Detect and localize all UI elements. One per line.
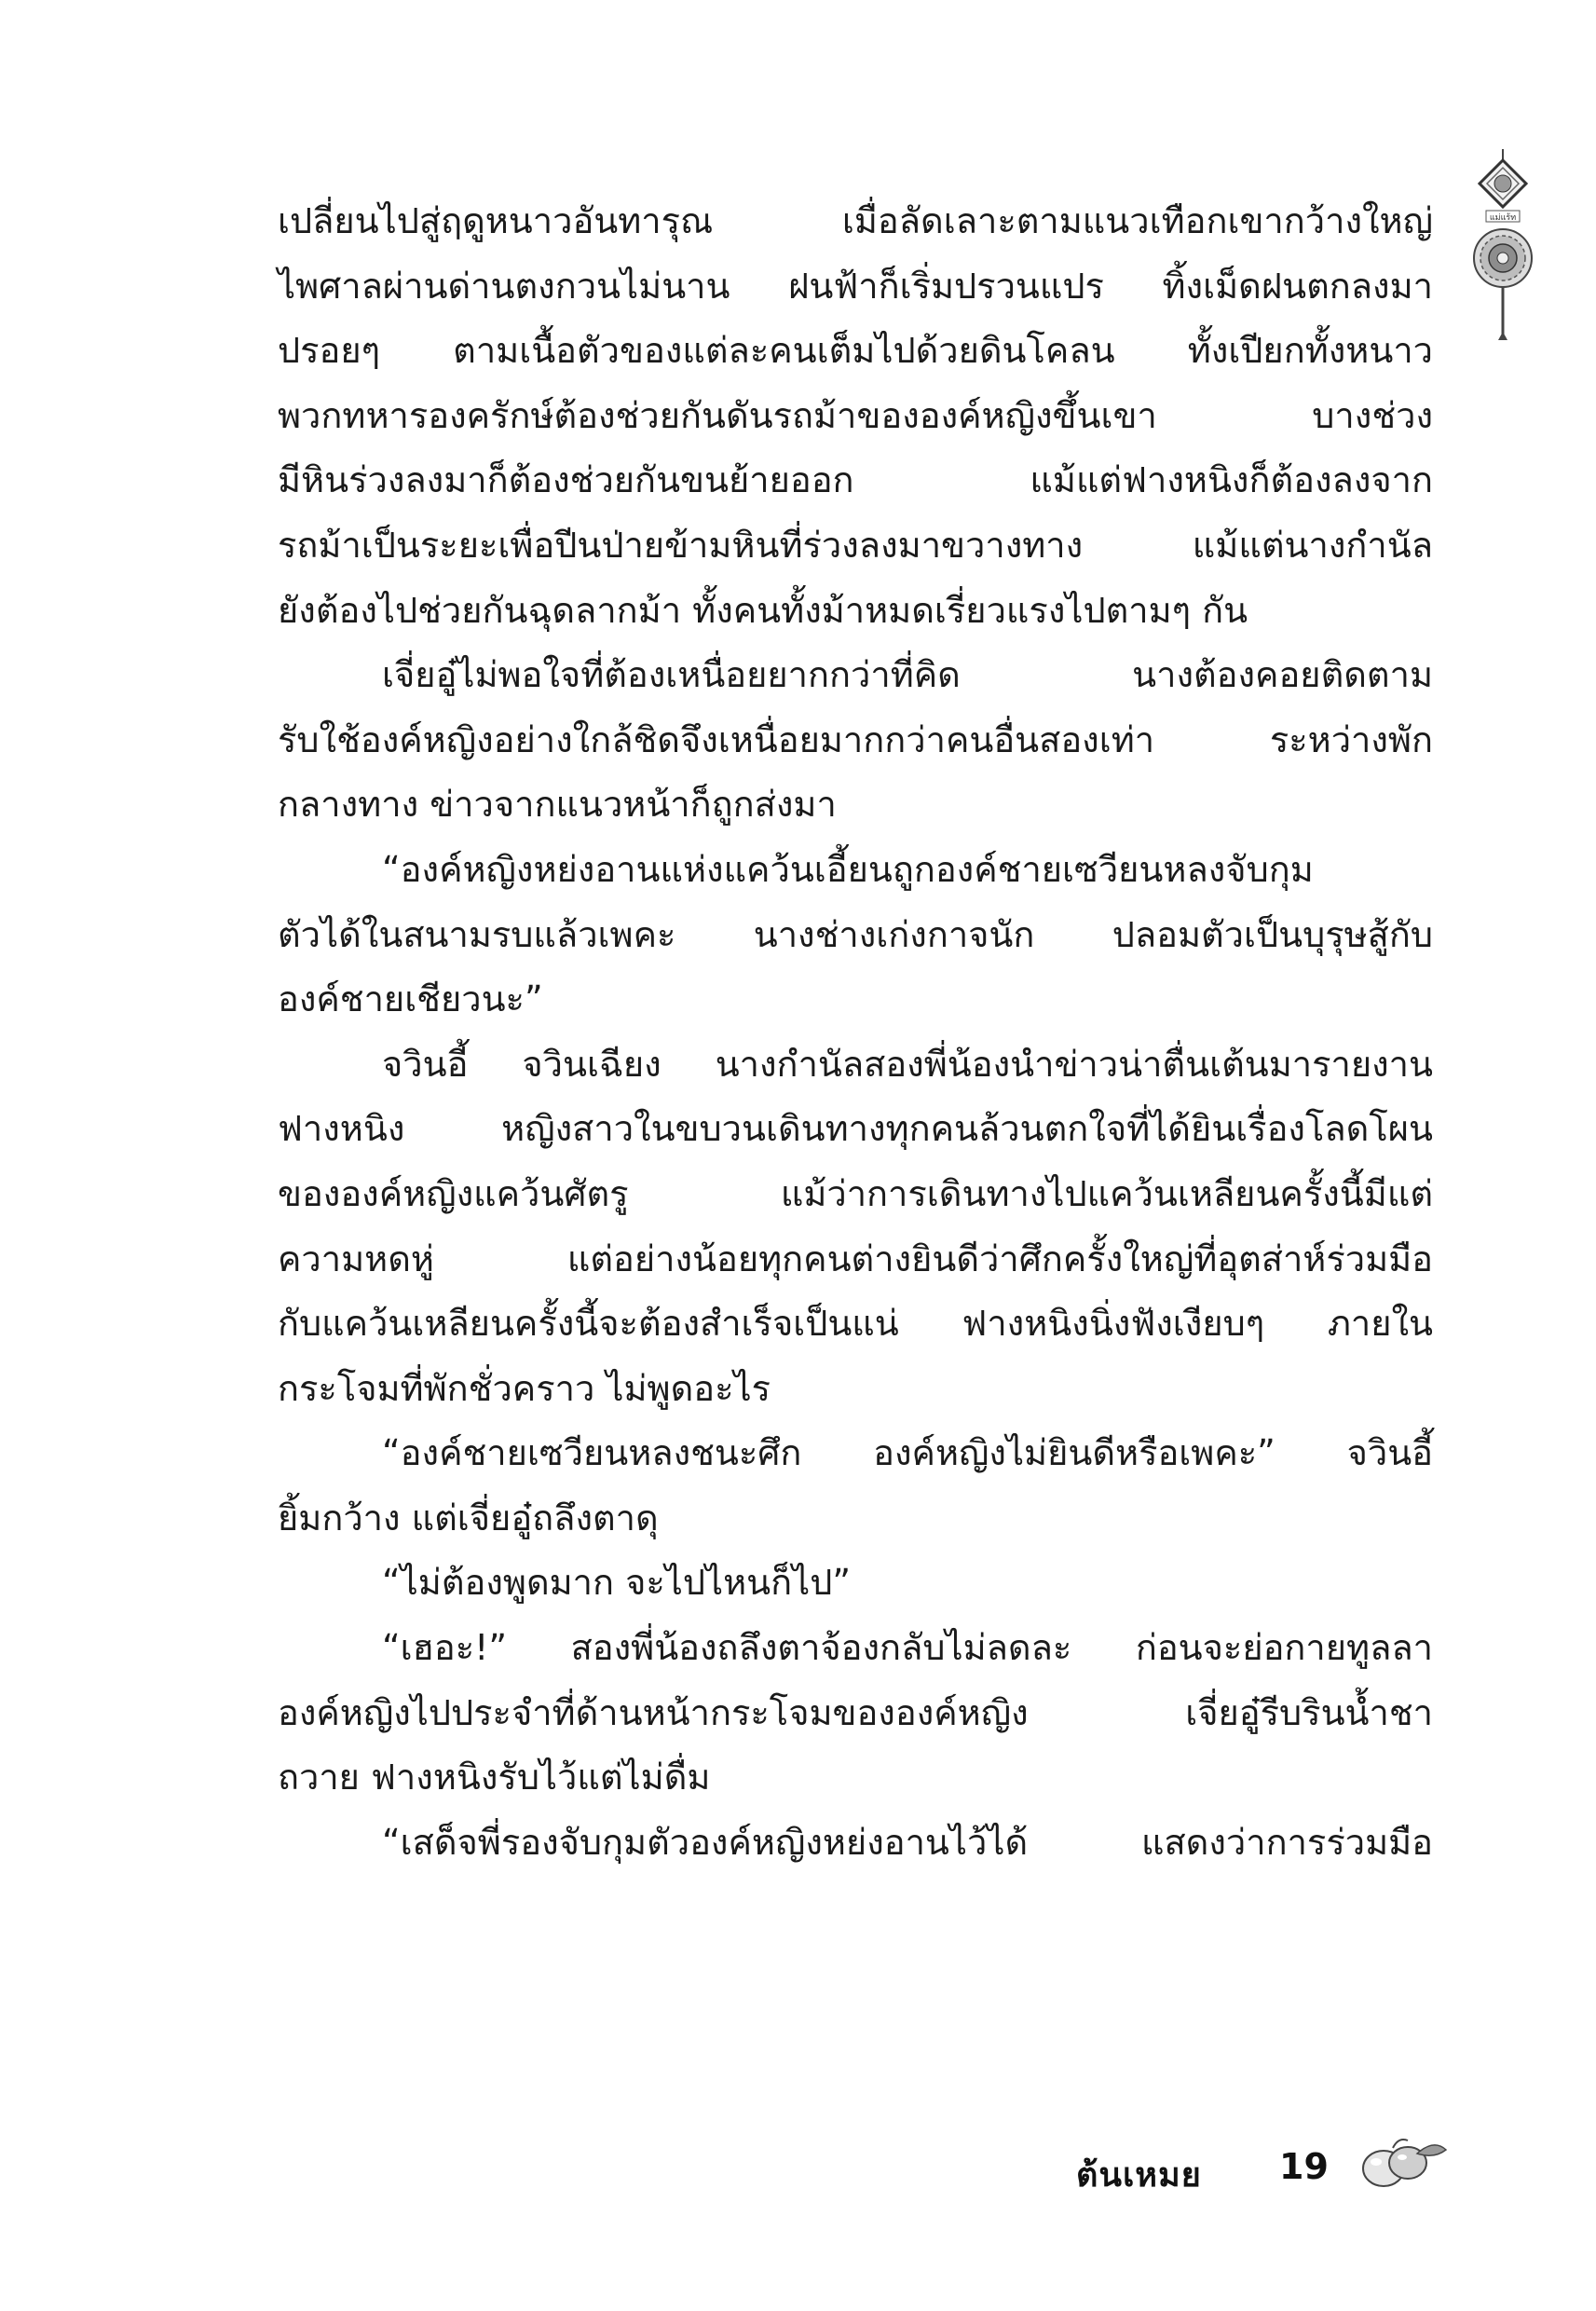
text-line: “ไม่ต้องพูดมาก จะไปไหนก็ไป” — [382, 1562, 852, 1604]
text-line: รับใช้องค์หญิงอย่างใกล้ชิดจึงเหนื่อยมากกว่าคนอื่นสองเท่า ระหว่างพัก — [278, 718, 1433, 760]
text-line: เปลี่ยนไปสู่ฤดูหนาวอันทารุณ เมื่อลัดเลาะตามแนวเทือกเขากว้างใหญ่ — [278, 200, 1433, 241]
text-line: ยิ้มกว้าง แต่เจี่ยอู๋ถลึงตาดุ — [278, 1497, 659, 1538]
text-line: องค์ชายเชียวนะ” — [278, 978, 543, 1020]
text-line: “องค์ชายเซวียนหลงชนะศึก องค์หญิงไม่ยินดีหรือเพคะ” จวินอี้ — [382, 1432, 1433, 1474]
text-line: กระโจมที่พักชั่วคราว ไม่พูดอะไร — [278, 1367, 771, 1409]
text-line: ยังต้องไปช่วยกันฉุดลากม้า ทั้งคนทั้งม้าหมดเรี่ยวแรงไปตามๆ กัน — [278, 589, 1248, 631]
text-line: ความหดหู่ แต่อย่างน้อยทุกคนต่างยินดีว่าศึกครั้งใหญ่ที่อุตส่าห์ร่วมมือ — [278, 1238, 1433, 1279]
text-line: ตัวได้ในสนามรบแล้วเพคะ นางช่างเก่งกาจนัก ปลอมตัวเป็นบุรุษสู้กับ — [278, 913, 1433, 955]
text-line: องค์หญิงไปประจำที่ด้านหน้ากระโจมขององค์หญิง เจี่ยอู๋รีบรินน้ำชา — [278, 1691, 1433, 1733]
text-line: “เฮอะ!” สองพี่น้องถลึงตาจ้องกลับไม่ลดละ ก่อนจะย่อกายทูลลา — [382, 1627, 1433, 1669]
text-line: กับแคว้นเหลียนครั้งนี้จะต้องสำเร็จเป็นแน่ ฟางหนิงนิ่งฟังเงียบๆ ภายใน — [278, 1303, 1433, 1345]
chinese-knot-ornament-icon — [1470, 149, 1535, 340]
text-line: กลางทาง ข่าวจากแนวหน้าก็ถูกส่งมา — [278, 784, 837, 826]
text-line: “เสด็จพี่รองจับกุมตัวองค์หญิงหย่งอานไว้ได้ แสดงว่าการร่วมมือ — [382, 1821, 1433, 1863]
page-number: 19 — [1279, 2146, 1329, 2187]
text-line: “องค์หญิงหย่งอานแห่งแคว้นเอี้ยนถูกองค์ชายเซวียนหลงจับกุม — [382, 848, 1314, 890]
body-text — [278, 189, 1433, 1875]
text-line: รถม้าเป็นระยะเพื่อปีนป่ายข้ามหินที่ร่วงลงมาขวางทาง แม้แต่นางกำนัล — [278, 524, 1433, 566]
plum-blossom-fruit-icon — [1356, 2137, 1449, 2191]
text-line: ขององค์หญิงแคว้นศัตรู แม้ว่าการเดินทางไปแคว้นเหลียนครั้งนี้มีแต่ — [278, 1172, 1433, 1214]
text-line: ปรอยๆ ตามเนื้อตัวของแต่ละคนเต็มไปด้วยดินโคลน ทั้งเปียกทั้งหนาว — [278, 330, 1433, 372]
book-title: ต้นเหมย — [1076, 2155, 1202, 2195]
text-line: มีหินร่วงลงมาก็ต้องช่วยกันขนย้ายออก แม้แต่ฟางหนิงก็ต้องลงจาก — [278, 459, 1433, 501]
text-line: เจี่ยอู๋ไม่พอใจที่ต้องเหนื่อยยากกว่าที่คิด นางต้องคอยติดตาม — [382, 654, 1433, 696]
ornament-label: แม่แร้ท — [1489, 213, 1517, 223]
text-line: ถวาย ฟางหนิงรับไว้แต่ไม่ดื่ม — [278, 1757, 711, 1798]
text-line: จวินอี้ จวินเฉียง นางกำนัลสองพี่น้องนำข่าวน่าตื่นเต้นมารายงาน — [382, 1043, 1433, 1085]
text-line: ไพศาลผ่านด่านตงกวนไม่นาน ฝนฟ้าก็เริ่มปรวนแปร ทิ้งเม็ดฝนตกลงมา — [278, 265, 1433, 307]
text-line: พวกทหารองครักษ์ต้องช่วยกันดันรถม้าขององค์หญิงขึ้นเขา บางช่วง — [278, 394, 1433, 436]
text-line: ฟางหนิง หญิงสาวในขบวนเดินทางทุกคนล้วนตกใจที่ได้ยินเรื่องโลดโผน — [278, 1108, 1433, 1150]
